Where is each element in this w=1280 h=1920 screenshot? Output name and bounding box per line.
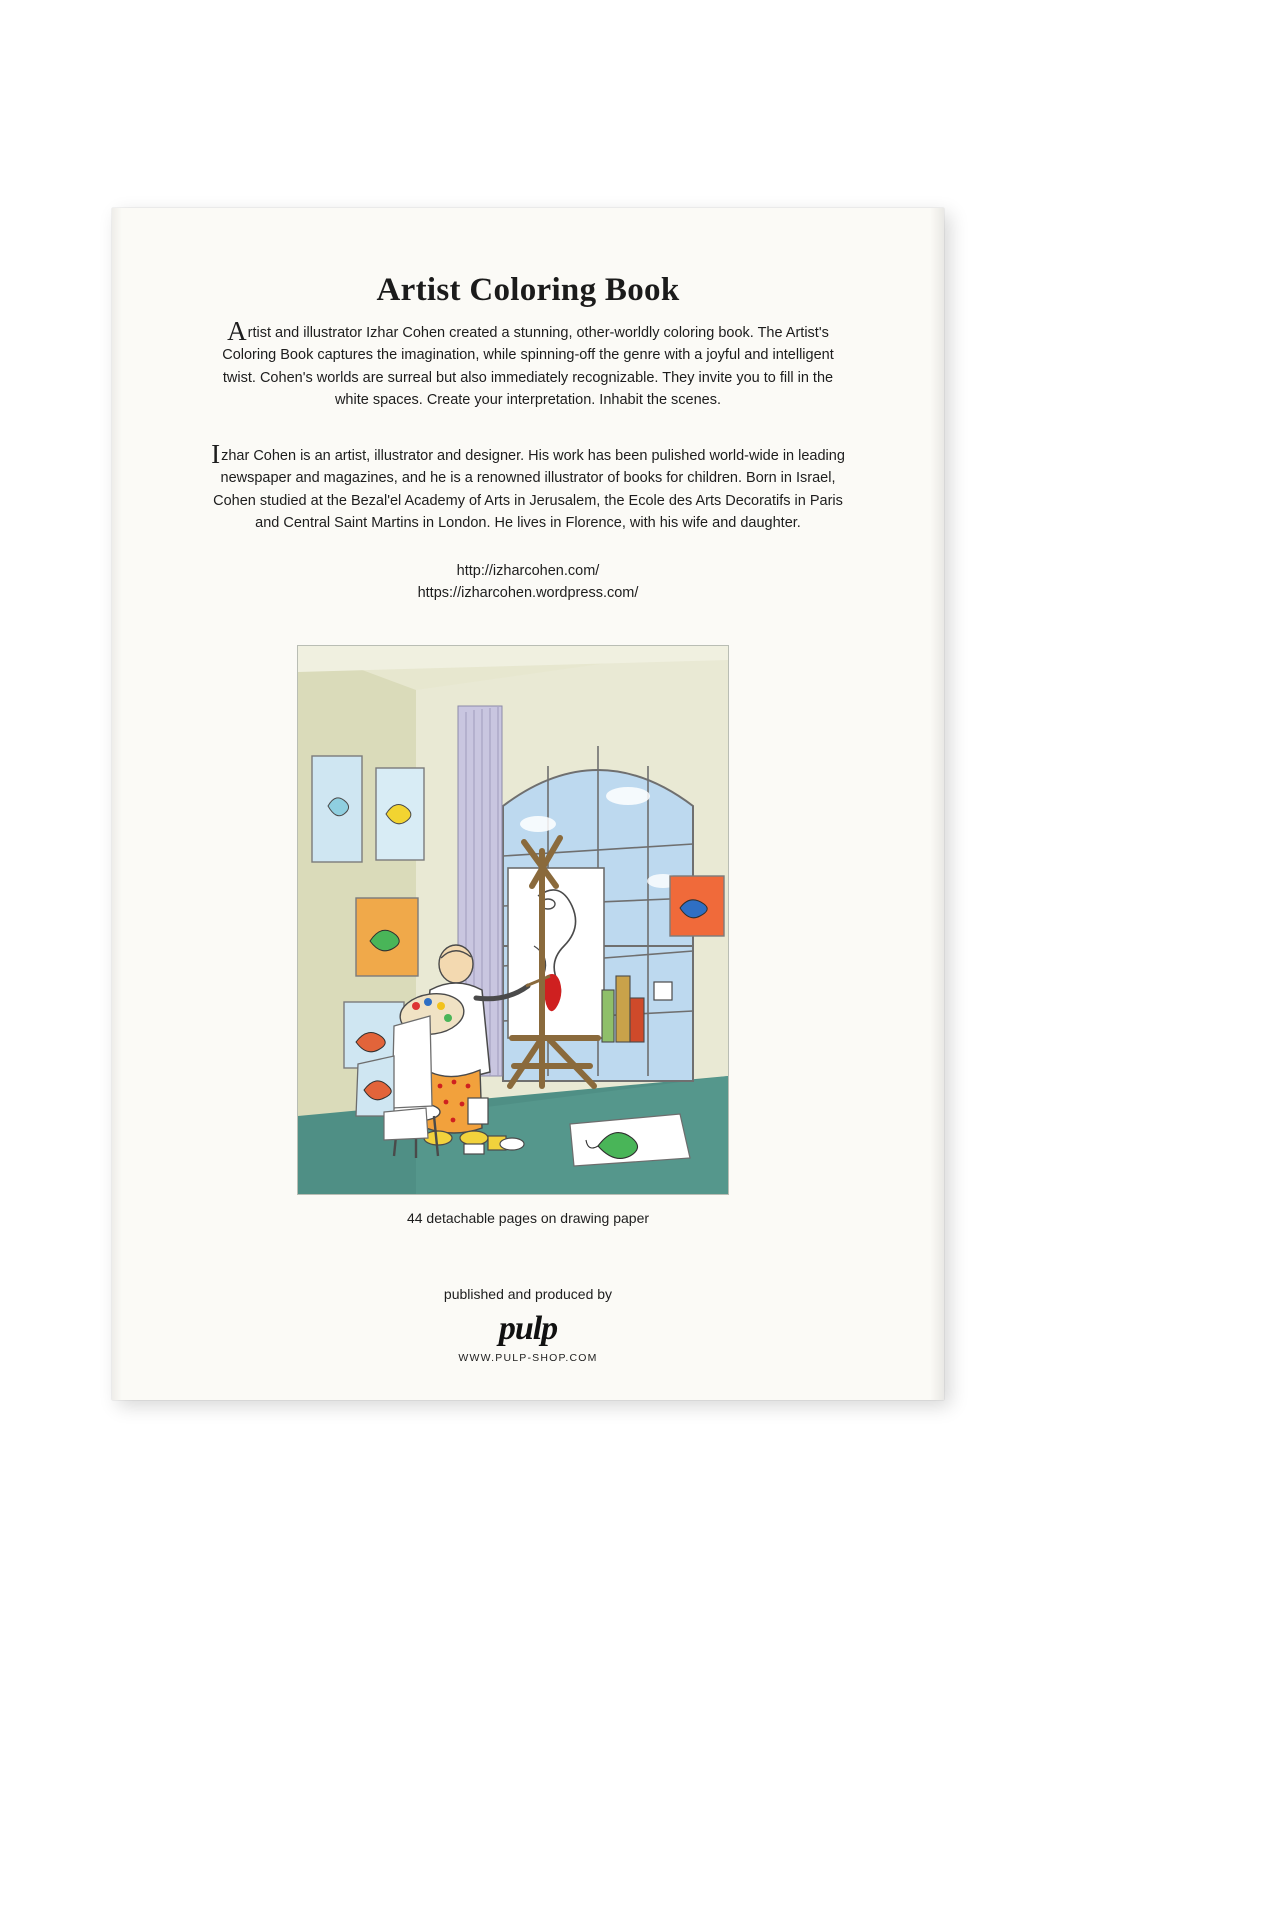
- floor-drawing: [570, 1114, 690, 1166]
- dropcap-i: I: [211, 438, 221, 469]
- link-wordpress[interactable]: https://izharcohen.wordpress.com/: [417, 584, 639, 601]
- bio-paragraph: [208, 438, 848, 535]
- intro-paragraph: [208, 316, 848, 412]
- back-cover-content: [112, 208, 944, 1400]
- studio-scene-svg: [298, 646, 728, 1194]
- author-links: [112, 561, 944, 605]
- link-website[interactable]: http://izharcohen.com/: [456, 562, 600, 579]
- artist-studio-illustration: [297, 645, 729, 1195]
- illustration-caption: 44 detachable pages on drawing paper: [406, 1210, 650, 1226]
- page-title: Artist Coloring Book: [376, 272, 680, 308]
- publisher-url[interactable]: WWW.PULP-SHOP.COM: [458, 1352, 598, 1364]
- dropcap-a: A: [227, 316, 247, 346]
- publisher-line: published and produced by: [443, 1286, 613, 1302]
- pulp-logo: pulp: [498, 1310, 558, 1347]
- book-back-cover: [112, 208, 944, 1400]
- publisher-block: [112, 1286, 944, 1364]
- bio-paragraph-text: zhar Cohen is an artist, illustrator and designer. His work has been pulished world-wide in leading newspaper and magazines, and he is a renowned illustrator of books for children. Born in Israel, Cohen studied at the Bezal'el Academy of Arts in Jerusalem, the Ecole des Arts Decoratifs in Paris and Central Saint Martins in London. He lives in Florence, with his wife and daughter.: [213, 447, 845, 532]
- intro-paragraph-text: rtist and illustrator Izhar Cohen created a stunning, other-worldly coloring book. The Artist's Coloring Book captures the imagination, while spinning-off the genre with a joyful and intelligent twist. Cohen's worlds are surreal but also immediately recognizable. They invite you to fill in the white spaces. Create your interpretation. Inhabit the scenes.: [222, 325, 834, 409]
- wall-art-right: [670, 876, 724, 936]
